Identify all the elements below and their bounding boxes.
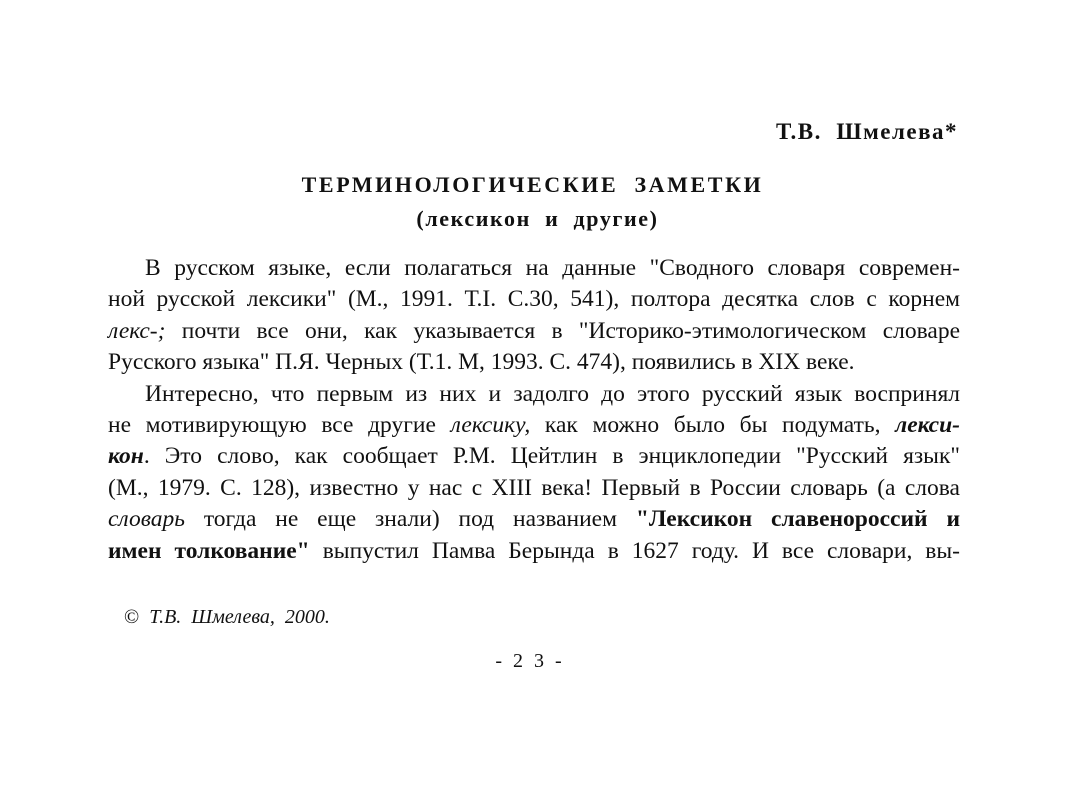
paragraph-2-line-6-text: выпустил Памва Берында в 1627 году. И все словари, вы-: [309, 537, 960, 564]
paragraph-1-line-3: [108, 316, 960, 347]
paragraph-2-line-6: [108, 536, 960, 567]
term-leks: лекс-;: [108, 317, 166, 344]
paragraph-2-line-4: (М., 1979. С. 128), известно у нас с XIII века! Первый в России словарь (а слова: [108, 474, 960, 501]
paragraph-2-line-2-text-a: не мотивирующую все другие: [108, 411, 451, 438]
paragraph-2-line-5-text: тогда не еще знали) под названием: [184, 506, 636, 533]
paragraph-2-line-2: [108, 410, 960, 441]
term-leksikon-part-2: кон: [108, 443, 144, 470]
paragraph-2-line-3-text: . Это слово, как сообщает Р.М. Цейтлин в энциклопедии "Русский язык": [143, 443, 960, 470]
article-title: ТЕРМИНОЛОГИЧЕСКИЕ ЗАМЕТКИ: [301, 172, 764, 197]
term-leksika: лексику,: [450, 411, 531, 438]
page-number: - 2 3 -: [495, 650, 565, 672]
paragraph-1-line-4: Русского языка" П.Я. Черных (Т.1. М, 1993. С. 474), появились в XIX веке.: [108, 349, 855, 376]
paragraph-1-line-3-text: почти все они, как указывается в "Историко-этимологическом словаре: [165, 317, 960, 344]
term-slovar: словарь: [108, 506, 185, 533]
copyright-text: Т.В. Шмелева, 2000.: [139, 606, 330, 628]
paragraph-1-line-1: В русском языке, если полагаться на данные "Сводного словаря современ-: [145, 255, 960, 281]
book-title-part-1: "Лексикон славенороссий и: [635, 506, 960, 533]
paragraph-2-line-2-text-b: как можно было бы подумать,: [530, 411, 896, 438]
article-subtitle: (лексикон и другие): [416, 206, 659, 231]
author-name: Т.В. Шмелева*: [775, 119, 958, 144]
paragraph-2-line-1: Интересно, что первым из них и задолго до этого русский язык воспринял: [145, 380, 960, 407]
article-body: [108, 253, 960, 567]
term-leksikon-part-1: лекси-: [895, 411, 960, 438]
copyright-symbol: ©: [124, 606, 140, 628]
paragraph-2-line-3: [108, 441, 960, 472]
paragraph-2-line-5: [108, 504, 960, 535]
paragraph-1-line-2: ной русской лексики" (М., 1991. Т.I. С.30, 541), полтора десятка слов с корнем: [108, 286, 960, 313]
book-title-part-2: имен толкование": [108, 537, 310, 564]
copyright-notice: [124, 606, 330, 629]
